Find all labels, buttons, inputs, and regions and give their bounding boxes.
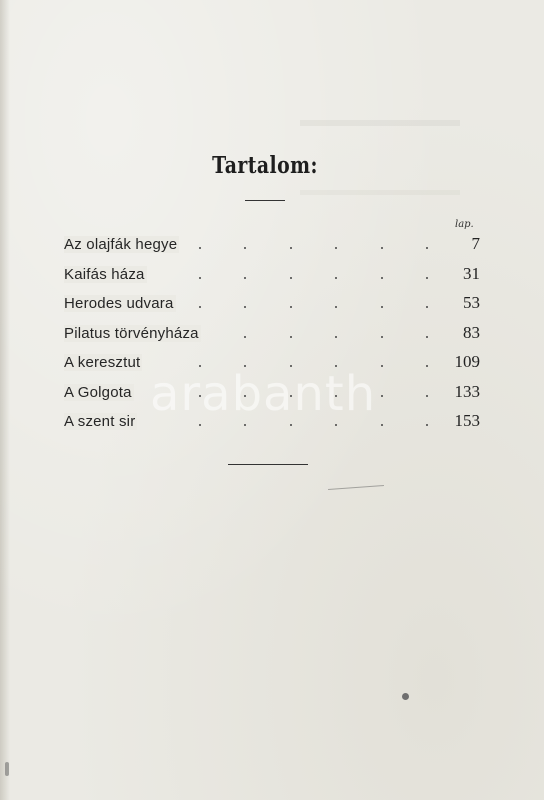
toc-entry-title: Kaifás háza xyxy=(64,265,145,283)
leader-dot xyxy=(290,277,292,279)
leader-dot xyxy=(426,395,428,397)
leader-dot xyxy=(426,424,428,426)
leader-dot xyxy=(335,306,337,308)
leader-dot xyxy=(290,424,292,426)
toc-entry xyxy=(64,236,480,258)
toc-entry-page: 31 xyxy=(463,263,480,283)
closing-divider xyxy=(228,464,308,465)
show-through-bleed xyxy=(300,190,460,205)
leader-dot xyxy=(244,336,246,338)
leader-dot xyxy=(244,424,246,426)
title-divider xyxy=(245,200,285,201)
leader-dot xyxy=(335,247,337,249)
leader-dot xyxy=(381,424,383,426)
toc-entry-title: Pilatus törvényháza xyxy=(64,324,199,342)
edge-mark xyxy=(5,762,9,776)
leader-dot xyxy=(290,306,292,308)
ink-speck xyxy=(402,693,409,700)
toc-entry-page: 7 xyxy=(471,234,480,253)
watermark-text: arabanth xyxy=(150,366,377,422)
page-column-header: lap. xyxy=(455,219,474,230)
leader-dot xyxy=(199,277,201,279)
leader-dot xyxy=(426,306,428,308)
toc-entry-title: A keresztut xyxy=(64,354,141,371)
leader-dot xyxy=(335,336,337,338)
leader-dot xyxy=(381,247,383,249)
leader-dot xyxy=(290,336,292,338)
leader-dot xyxy=(381,336,383,338)
toc-entry-page: 133 xyxy=(454,381,480,401)
toc-entry-page: 109 xyxy=(454,352,480,371)
toc-entry-title: A szent sir xyxy=(64,413,136,430)
leader-dot xyxy=(335,424,337,426)
show-through-bleed xyxy=(300,120,460,136)
leader-dot xyxy=(381,365,383,367)
spine-shadow xyxy=(0,0,10,800)
leader-dot xyxy=(199,306,201,308)
page-title: Tartalom: xyxy=(212,152,318,179)
leader-dot xyxy=(381,306,383,308)
toc-entry-title: A Golgota xyxy=(64,383,132,401)
leader-dot xyxy=(426,336,428,338)
toc-entry-page: 53 xyxy=(463,293,480,312)
toc-entry-page: 83 xyxy=(463,322,480,342)
leader-dot xyxy=(199,247,201,249)
leader-dot xyxy=(335,277,337,279)
pencil-mark xyxy=(328,485,384,490)
toc-entry xyxy=(64,263,480,288)
leader-dot xyxy=(244,306,246,308)
leader-dot xyxy=(381,395,383,397)
leader-dot xyxy=(244,247,246,249)
leader-dot xyxy=(290,247,292,249)
leader-dot xyxy=(426,247,428,249)
leader-dot xyxy=(426,277,428,279)
leader-dot xyxy=(426,365,428,367)
toc-entry-page: 153 xyxy=(454,411,480,430)
leader-dot xyxy=(199,424,201,426)
toc-entry-title: Herodes udvara xyxy=(64,295,174,312)
toc-entry xyxy=(64,322,480,347)
toc-entry-title: Az olajfák hegye xyxy=(64,236,178,253)
toc-entry xyxy=(64,295,480,317)
leader-dot xyxy=(381,277,383,279)
leader-dot xyxy=(244,277,246,279)
